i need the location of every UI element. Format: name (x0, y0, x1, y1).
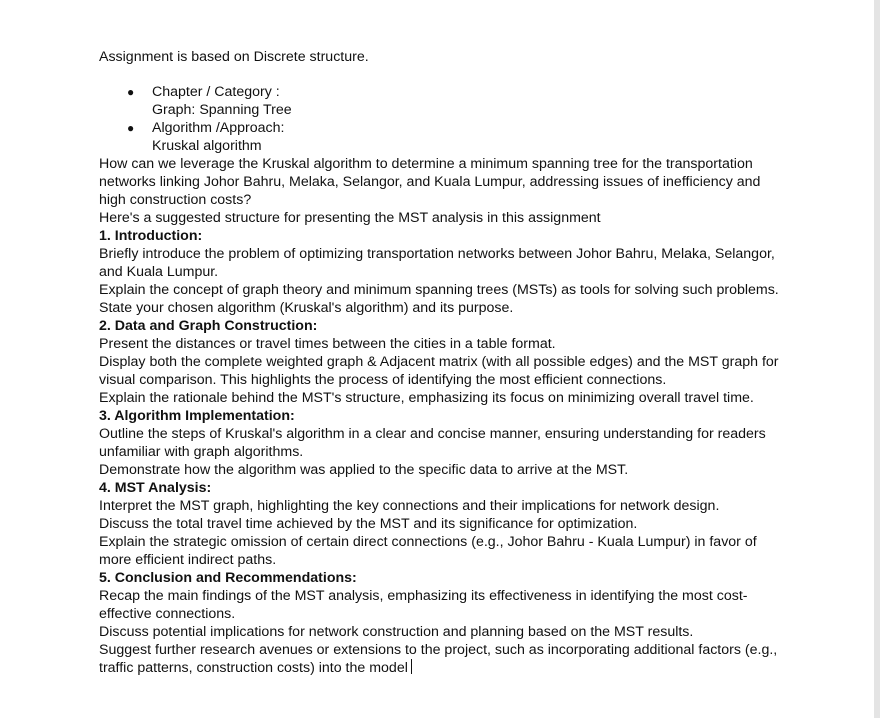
bullet-item (99, 83, 789, 119)
bullet-item (99, 119, 789, 155)
section-paragraph: Recap the main findings of the MST analysis, emphasizing its effectiveness in identifying the most cost-effective connections. (99, 588, 748, 622)
section-heading: 4. MST Analysis: (99, 480, 212, 496)
bullet-dot-icon: ● (127, 121, 135, 135)
bullet-value: Kruskal algorithm (152, 138, 262, 154)
section-paragraph: State your chosen algorithm (Kruskal's algorithm) and its purpose. (99, 300, 514, 316)
section-paragraph: Explain the rationale behind the MST's structure, emphasizing its focus on minimizing overall travel time. (99, 390, 754, 406)
section-heading: 1. Introduction: (99, 228, 203, 244)
section-paragraph: Outline the steps of Kruskal's algorithm in a clear and concise manner, ensuring understanding for readers unfamiliar with graph algorithms. (99, 426, 766, 460)
section-conclusion (99, 569, 789, 677)
bullet-list (99, 83, 789, 155)
section-introduction (99, 227, 789, 317)
bullet-label: Algorithm /Approach: (152, 120, 285, 136)
section-paragraph: Present the distances or travel times between the cities in a table format. (99, 336, 556, 352)
final-paragraph-text: Suggest further research avenues or extensions to the project, such as incorporating additional factors (e.g., traffic patterns, construction costs) into the model (99, 642, 778, 676)
section-heading: 3. Algorithm Implementation: (99, 408, 295, 424)
question-paragraph: How can we leverage the Kruskal algorithm to determine a minimum spanning tree for the transportation networks linking Johor Bahru, Melaka, Selangor, and Kuala Lumpur, addressing issues of inefficiency and high construction costs? (99, 156, 761, 208)
section-paragraph: Explain the strategic omission of certain direct connections (e.g., Johor Bahru - Kuala Lumpur) in favor of more efficient indirect paths. (99, 534, 757, 568)
document-body[interactable] (99, 48, 789, 677)
section-data-graph (99, 317, 789, 407)
section-paragraph: Discuss the total travel time achieved by the MST and its significance for optimization. (99, 516, 638, 532)
section-paragraph: Explain the concept of graph theory and minimum spanning trees (MSTs) as tools for solving such problems. (99, 282, 779, 298)
section-heading: 5. Conclusion and Recommendations: (99, 570, 357, 586)
text-cursor (411, 659, 412, 674)
structure-intro: Here's a suggested structure for presenting the MST analysis in this assignment (99, 210, 601, 226)
final-paragraph (99, 641, 789, 677)
section-paragraph: Interpret the MST graph, highlighting the key connections and their implications for network design. (99, 498, 720, 514)
bullet-value: Graph: Spanning Tree (152, 102, 292, 118)
scrollbar-track[interactable] (874, 0, 880, 718)
section-heading: 2. Data and Graph Construction: (99, 318, 318, 334)
intro-line: Assignment is based on Discrete structure. (99, 49, 369, 65)
bullet-dot-icon: ● (127, 85, 135, 99)
section-paragraph: Display both the complete weighted graph & Adjacent matrix (with all possible edges) and the MST graph for visual comparison. This highlights the process of identifying the most efficient connections. (99, 354, 779, 388)
bullet-label: Chapter / Category : (152, 84, 280, 100)
section-mst-analysis (99, 479, 789, 569)
section-paragraph: Briefly introduce the problem of optimizing transportation networks between Johor Bahru, Melaka, Selangor, and Kuala Lumpur. (99, 246, 775, 280)
section-algorithm (99, 407, 789, 479)
section-paragraph: Discuss potential implications for network construction and planning based on the MST results. (99, 624, 694, 640)
section-paragraph: Demonstrate how the algorithm was applied to the specific data to arrive at the MST. (99, 462, 629, 478)
